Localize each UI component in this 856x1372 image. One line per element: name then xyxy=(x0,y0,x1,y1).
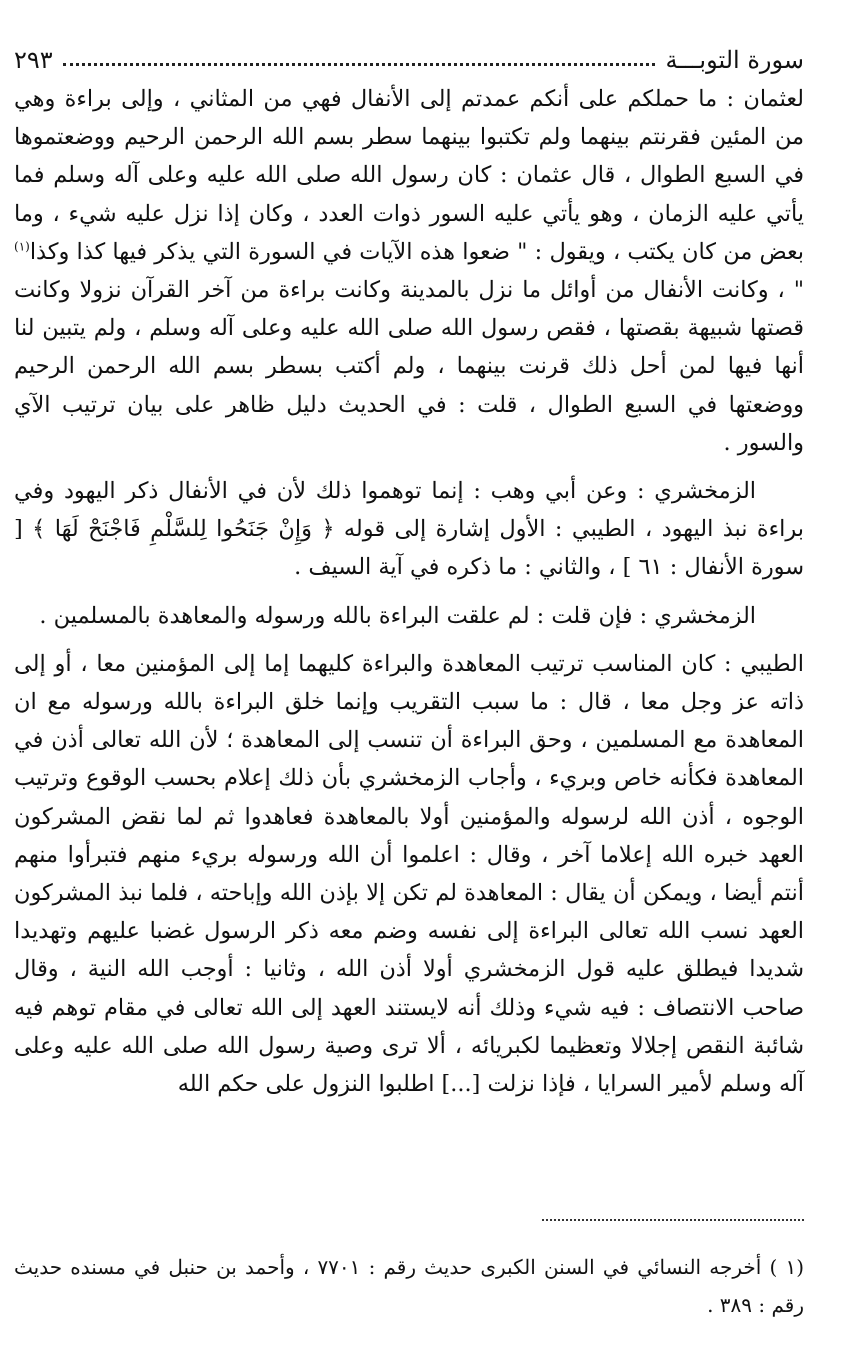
footnote-reference: (١) xyxy=(14,239,30,254)
paragraph-1-text-continued: " ، وكانت الأنفال من أوائل ما نزل بالمدينة وكانت براءة من آخر القرآن نزولا وكانت قصتها شبيهة بقصتها ، فقص رسول الله صلى الله عليه وعلى آله وسلم ، ولم يتبين لنا أنها فيها لمن أحل ذلك قرنت بينهما ، ولم أكتب بسطر بسم الله الرحمن الرحيم ووضعتها في السبع الطوال ، قلت : في الحديث دليل ظاهر على بيان ترتيب الآي والسور . xyxy=(14,277,804,456)
paragraph-2: الزمخشري : وعن أبي وهب : إنما توهموا ذلك لأن في الأنفال ذكر اليهود وفي براءة نبذ اليهود ، الطيبي : الأول إشارة إلى قوله ﴿ وَإِنْ جَنَحُوا لِلسَّلْمِ فَاجْنَحْ لَهَا ﴾ [ سورة الأنفال : ٦١ ] ، والثاني : ما ذكره في آية السيف . xyxy=(14,478,804,581)
footnote-separator xyxy=(542,1219,804,1221)
paragraph-1 xyxy=(14,80,804,462)
header-dotted-leader xyxy=(63,63,656,66)
page-number: ٢٩٣ xyxy=(14,46,53,74)
running-header xyxy=(14,40,804,80)
main-text xyxy=(14,80,804,1103)
paragraph-4: الطيبي : كان المناسب ترتيب المعاهدة والبراءة كليهما إما إلى المؤمنين معا ، أو إلى ذاته عز وجل معا ، قال : ما سبب التقريب وإنما خلق البراءة بالله ورسوله مع ان المعاهدة مع المسلمين ، وحق البراءة أن تنسب إلى المعاهدة ؛ لأن الله تعالى أذن في المعاهدة فكأنه خاص وبريء ، وأجاب الزمخشري بأن ذلك إعلام بحسب الوقوع وترتيب الوجوه ، أذن الله لرسوله والمؤمنين أولا بالمعاهدة فعاهدوا ثم لما نقض المشركون العهد خبره الله إعلاما آخر ، وقال : اعلموا أن الله ورسوله بريء منهم فتبرأوا منهم أنتم أيضا ، ويمكن أن يقال : المعاهدة لم تكن إلا بإذن الله وإباحته ، فلما نبذ المشركون العهد نسب الله تعالى البراءة إلى نفسه وضم معه ذكر الرسول غضبا عليهم وتهديدا شديدا فيطلق عليه قول الزمخشري أولا أذن الله ، وثانيا : أوجب الله النية ، وقال صاحب الانتصاف : فيه شيء وذلك أنه لايستند العهد إلى الله تعالى في مقام توهم فيه شائبة النقص إجلالا وتعظيما لكبريائه ، ألا ترى وصية رسول الله صلى الله عليه وعلى آله وسلم لأمير السرايا ، فإذا نزلت [...] اطلبوا النزول على حكم الله xyxy=(14,650,804,1098)
footnote: (١ ) أخرجه النسائي في السنن الكبرى حديث رقم : ٧٧٠١ ، وأحمد بن حنبل في مسنده حديث رقم : ٣٨٩ . xyxy=(14,1255,804,1317)
paragraph-1-text: لعثمان : ما حملكم على أنكم عمدتم إلى الأنفال فهي من المثاني ، وإلى براءة وهي من المئين فقرنتم بينهما ولم تكتبوا بينهما سطر بسم الله الرحمن الرحيم ووضعتموها في السبع الطوال ، قال عثمان : كان رسول الله صلى الله عليه وعلى آله وسلم فما يأتي عليه الزمان ، وهو يأتي عليه السور ذوات العدد ، وكان إذا نزل عليه شيء ، وما بعض من كان يكتب ، ويقول : " ضعوا هذه الآيات في السورة التي يذكر فيها كذا وكذا xyxy=(14,86,804,265)
paragraph-3: الزمخشري : فإن قلت : لم علقت البراءة بالله ورسوله والمعاهدة بالمسلمين . xyxy=(39,602,756,629)
surah-title: سورة التوبـــة xyxy=(665,46,804,74)
